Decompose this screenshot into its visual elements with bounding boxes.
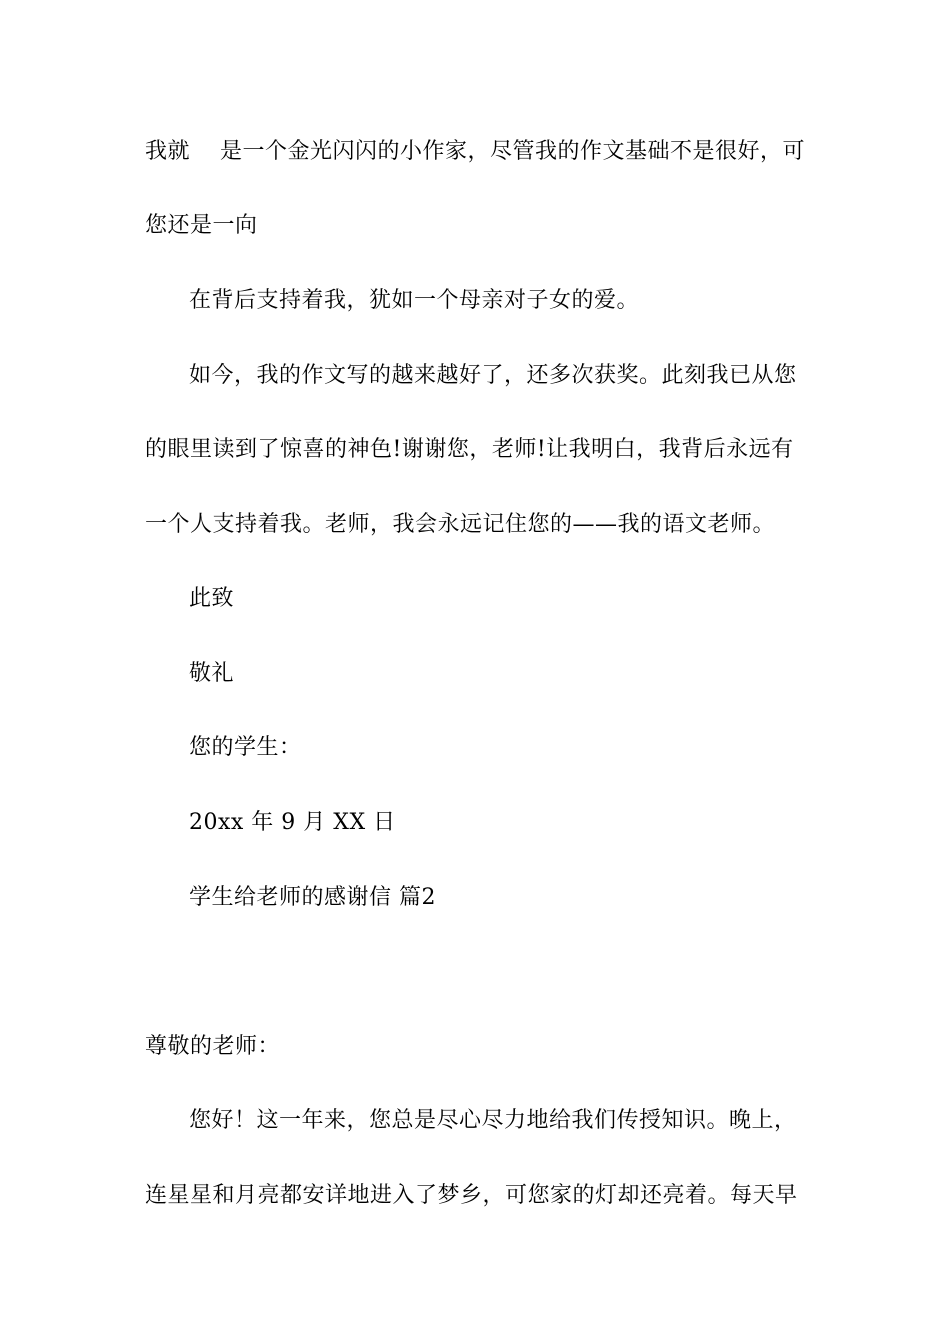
salutation: 尊敬的老师： [145,1034,281,1059]
paragraph-line-8: 连星星和月亮都安详地进入了梦乡，可您家的灯却还亮着。每天早 [145,1183,798,1208]
paragraph-line-5: 的眼里读到了惊喜的神色!谢谢您，老师!让我明白，我背后永远有 [145,437,794,462]
closing-jingli: 敬礼 [189,661,235,686]
signature-date: 20xx 年 9 月 XX 日 [189,810,396,835]
paragraph-line-3: 在背后支持着我，犹如一个母亲对子女的爱。 [189,288,640,313]
paragraph-line-6: 一个人支持着我。老师，我会永远记住您的——我的语文老师。 [145,512,776,537]
section-title: 学生给老师的感谢信 篇2 [189,885,436,910]
closing-cizhi: 此致 [189,586,235,611]
paragraph-line-7: 您好！这一年来，您总是尽心尽力地给我们传授知识。晚上， [189,1108,797,1133]
paragraph-line-1: 我就 是一个金光闪闪的小作家，尽管我的作文基础不是很好，可 [145,139,805,164]
paragraph-line-2: 您还是一向 [145,213,258,238]
signature-label: 您的学生： [189,735,302,760]
paragraph-line-4: 如今，我的作文写的越来越好了，还多次获奖。此刻我已从您 [189,363,797,388]
